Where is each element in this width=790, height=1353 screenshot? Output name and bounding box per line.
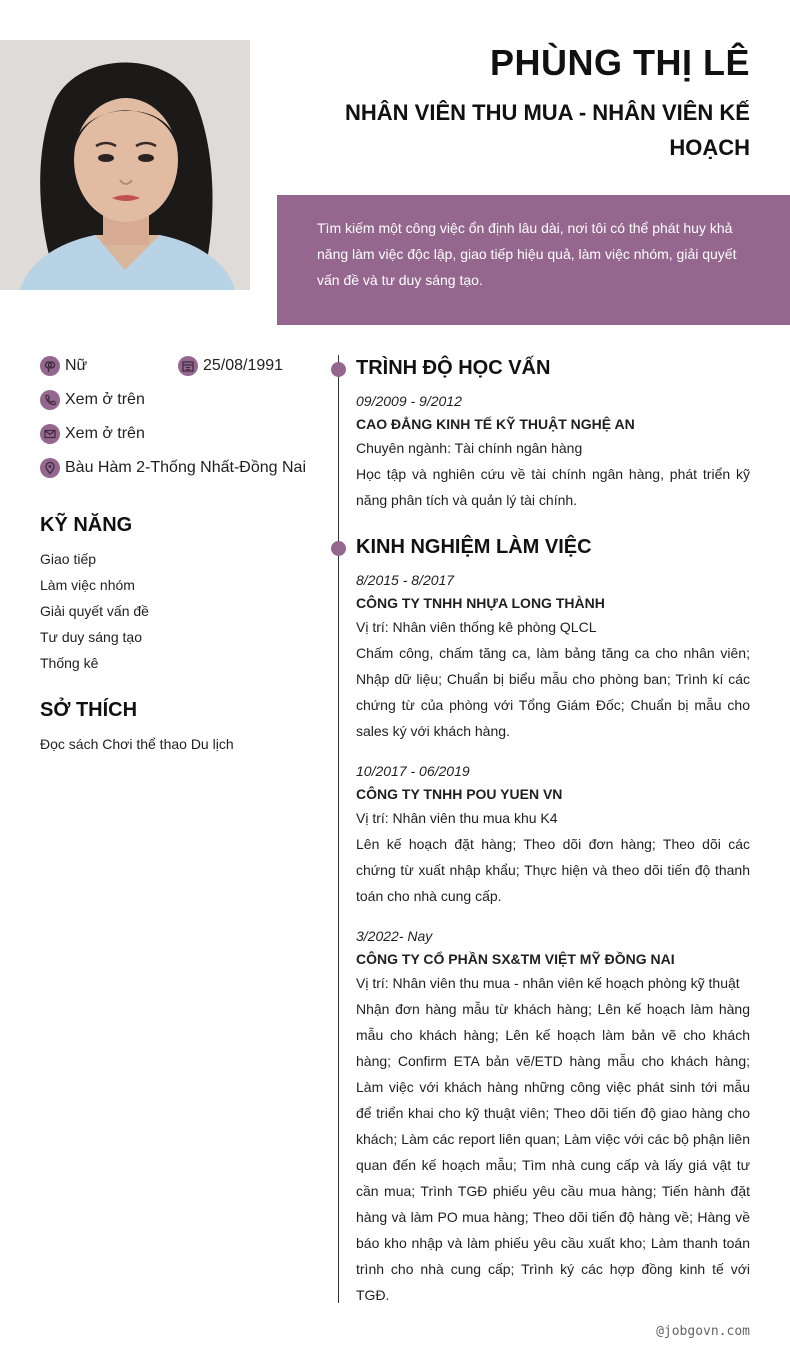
skill-item: Tư duy sáng tạo (40, 629, 142, 645)
candidate-name: PHÙNG THỊ LÊ (489, 42, 750, 83)
experience-position: Vị trí: Nhân viên thu mua khu K4 (356, 810, 558, 826)
location-pin-icon (40, 458, 60, 478)
education-description: Học tập và nghiên cứu về tài chính ngân hàng, phát triển kỹ năng phân tích và quản lý tài chính. (356, 466, 750, 508)
experience-description: Chấm công, chấm tăng ca, làm bảng tăng ca cho nhân viên; Nhập dữ liệu; Chuẩn bị biểu mẫu cho phòng ban; Trình kí các chứng từ của phòng với Tổng Giám Đốc; Chuẩn bị mẫu cho sales ký với khách hàng. (356, 645, 750, 739)
timeline-dot (331, 541, 346, 556)
timeline-line (338, 355, 339, 1303)
info-birthday (178, 356, 283, 376)
skills-heading: KỸ NĂNG (40, 514, 133, 536)
experience-company: CÔNG TY TNHH NHỰA LONG THÀNH (356, 595, 605, 611)
address-value: Bàu Hàm 2-Thống Nhất-Đồng Nai (65, 459, 307, 476)
profile-photo (0, 40, 250, 290)
experience-position: Vị trí: Nhân viên thống kê phòng QLCL (356, 619, 597, 635)
education-entry (356, 389, 750, 513)
skill-item: Giao tiếp (40, 551, 97, 567)
objective-text: Tìm kiếm một công việc ổn định lâu dài, nơi tôi có thể phát huy khả năng làm việc độc lập, giao tiếp hiệu quả, làm việc nhóm, giải quyết vấn đề và tư duy sáng tạo. (317, 220, 737, 288)
job-title: NHÂN VIÊN THU MUA - NHÂN VIÊN KẾ HOẠCH (345, 100, 750, 160)
info-gender (40, 356, 87, 376)
skill-item: Thống kê (40, 655, 99, 671)
education-major: Chuyên ngành: Tài chính ngân hàng (356, 440, 583, 456)
experience-heading: KINH NGHIỆM LÀM VIỆC (356, 536, 592, 558)
hobbies-heading: SỞ THÍCH (40, 699, 138, 721)
birthday-value: 25/08/1991 (203, 357, 284, 374)
education-heading: TRÌNH ĐỘ HỌC VẤN (356, 357, 551, 379)
experience-company: CÔNG TY TNHH POU YUEN VN (356, 786, 563, 802)
experience-description: Nhận đơn hàng mẫu từ khách hàng; Lên kế hoạch làm hàng mẫu cho khách hàng; Lên kế hoạch làm bản vẽ cho khách hàng; Confirm ETA bản vẽ/ETD hàng mẫu cho khách hàng; Làm việc với khách hàng những công việc phát sinh tới mẫu để triển khai cho kỹ thuật viên; Theo dõi tiến độ giao hàng cho khách; Làm các report liên quan; Làm việc với các bộ phận liên quan đến kế hoạch mẫu; Tìm nhà cung cấp và lấy giá vật tư cần mua; Trình TGĐ phiếu yêu cầu mua hàng; Tiến hành đặt hàng và làm PO mua hàng; Theo dõi tiến độ hàng về; Hàng về báo kho nhập và làm phiếu yêu cầu xuất kho; Làm thanh toán trình cho nhà cung cấp; Trình ký các hợp đồng kinh tế với TGĐ. (356, 1001, 750, 1303)
experience-period: 3/2022- Nay (356, 928, 433, 944)
email-icon (40, 424, 60, 444)
experience-entry (356, 568, 750, 744)
watermark: @jobgovn.com (656, 1324, 750, 1339)
gender-icon (40, 356, 60, 376)
gender-value: Nữ (65, 357, 88, 374)
skills-list (40, 546, 149, 676)
experience-position: Vị trí: Nhân viên thu mua - nhân viên kế hoạch phòng kỹ thuật (356, 975, 740, 991)
experience-period: 8/2015 - 8/2017 (356, 572, 455, 588)
hobbies-text: Đọc sách Chơi thể thao Du lịch (40, 736, 234, 752)
skill-item: Làm việc nhóm (40, 577, 135, 593)
phone-value: Xem ở trên (65, 391, 145, 408)
experience-entry (356, 759, 750, 909)
info-address (40, 458, 306, 478)
info-phone (40, 390, 145, 410)
timeline-dot (331, 362, 346, 377)
info-email (40, 424, 145, 444)
skill-item: Giải quyết vấn đề (40, 603, 149, 619)
experience-description: Lên kế hoạch đặt hàng; Theo dõi đơn hàng; Theo dõi các chứng từ xuất nhập khẩu; Thực hiện và theo dõi tiến độ thanh toán cho nhà cung cấp. (356, 836, 750, 904)
career-objective (277, 195, 790, 325)
experience-entry (356, 924, 750, 1308)
calendar-icon (178, 356, 198, 376)
experience-period: 10/2017 - 06/2019 (356, 763, 470, 779)
phone-icon (40, 390, 60, 410)
education-school: CAO ĐẲNG KINH TẾ KỸ THUẬT NGHỆ AN (356, 416, 635, 432)
experience-company: CÔNG TY CỔ PHẦN SX&TM VIỆT MỸ ĐỒNG NAI (356, 951, 675, 967)
education-period: 09/2009 - 9/2012 (356, 393, 462, 409)
email-value: Xem ở trên (65, 425, 145, 442)
